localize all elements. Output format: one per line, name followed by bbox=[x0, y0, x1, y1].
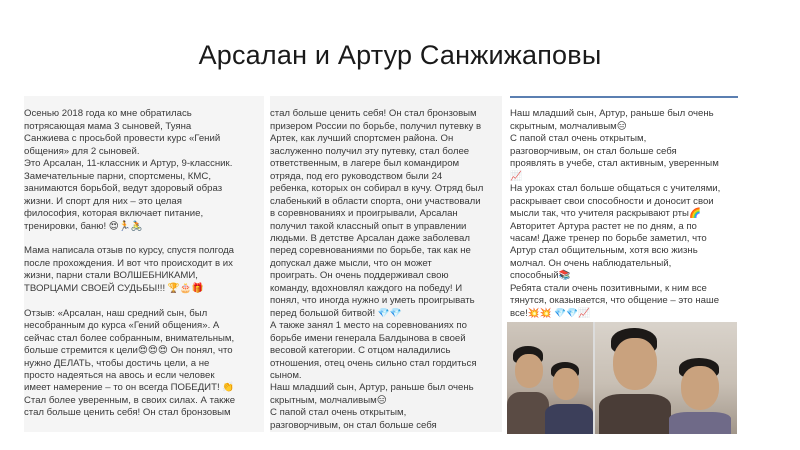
review-column-middle bbox=[270, 96, 502, 432]
review-text-middle: стал больше ценить себя! Он стал бронзовым призером России по борьбе, получил путевку в Артек, как лучший спортсмен района. Он заслуженно получил эту путевку, стал более ответственным, в лагере был командиром отряда, под его руководством были 24 ребенка, которых он собирал в кучу. Отряд был слабенький в области спорта, они участвовали в соревнованиях и проигрывали, Арсалан получил такой классный опыт в управлении людьми. В детстве Арсалан даже заболевал перед соревнованиями по борьбе, так как не допускал даже мысли, что он может проиграть. Он очень поддерживал свою команду, вдохновлял каждого на победу! И понял, что иногда нужно и уметь проигрывать перед большой битвой! 💎💎 А также занял 1 место на соревнованиях по борьбе имени генерала Балдынова в своей весовой категории. С отцом наладились отношения, отец очень сильно стал гордиться сыном. Наш младший сын, Артур, раньше был очень скрытным, молчаливым😑 С папой стал очень открытым, разговорчивым, он стал больше себя bbox=[270, 108, 484, 431]
brothers-photos bbox=[507, 322, 737, 434]
review-column-left bbox=[24, 96, 264, 432]
photo-brothers-2 bbox=[595, 322, 737, 434]
slide-title: Арсалан и Артур Санжижаповы bbox=[198, 40, 602, 70]
review-text-right: Наш младший сын, Артур, раньше был очень скрытным, молчаливым😑 С папой стал очень открытым, разговорчивым, он стал больше себя проявлять в учебе, стал активным, уверенным 📈 На уроках стал больше общаться с учителями, раскрывает свои способности и доносит свои мысли так, что учителя раскрывают рты🌈 Авторитет Артура растет не по дням, а по часам! Даже тренер по борьбе заметил, что Артур стал общительным, хотя всю жизнь молчал. Он очень наблюдательный, способный📚 Ребята стали очень позитивными, к ним все тянутся, оказывается, что общение – это наше все!💥💥 💎💎📈 bbox=[510, 108, 721, 319]
photo-brothers-1 bbox=[507, 322, 593, 434]
review-column-right bbox=[510, 96, 738, 333]
review-text-left: Осенью 2018 года ко мне обратилась потрясающая мама 3 сыновей, Туяна Санжиева с просьбой провести курс «Гений общения» для 2 сыновей. Это Арсалан, 11-классник и Артур, 9-классник. Замечательные парни, спортсмены, КМС, занимаются борьбой, ведут здоровый образ жизни. И спорт для них – это целая философия, которая включает питание, тренировки, баню! 😍🏃🚴 Мама написала отзыв по курсу, спустя полгода после прохождения. И вот что происходит в их жизни, парни стали ВОЛШЕБНИКАМИ, ТВОРЦАМИ СВОЕЙ СУДЬБЫ!!! 🏆🎂🎁 Отзыв: «Арсалан, наш средний сын, был несобранным до курса «Гений общения». А сейчас стал более собранным, внимательным, больше стремится к цели😍😍😍 Он понял, что нужно ДЕЛАТЬ, чтобы достичь цели, а не просто надеяться на авось и если человек имеет намерение – то он всегда ПОБЕДИТ! 👏 Стал более уверенным, в своих силах. А также стал больше ценить себя! Он стал бронзовым bbox=[24, 108, 236, 419]
